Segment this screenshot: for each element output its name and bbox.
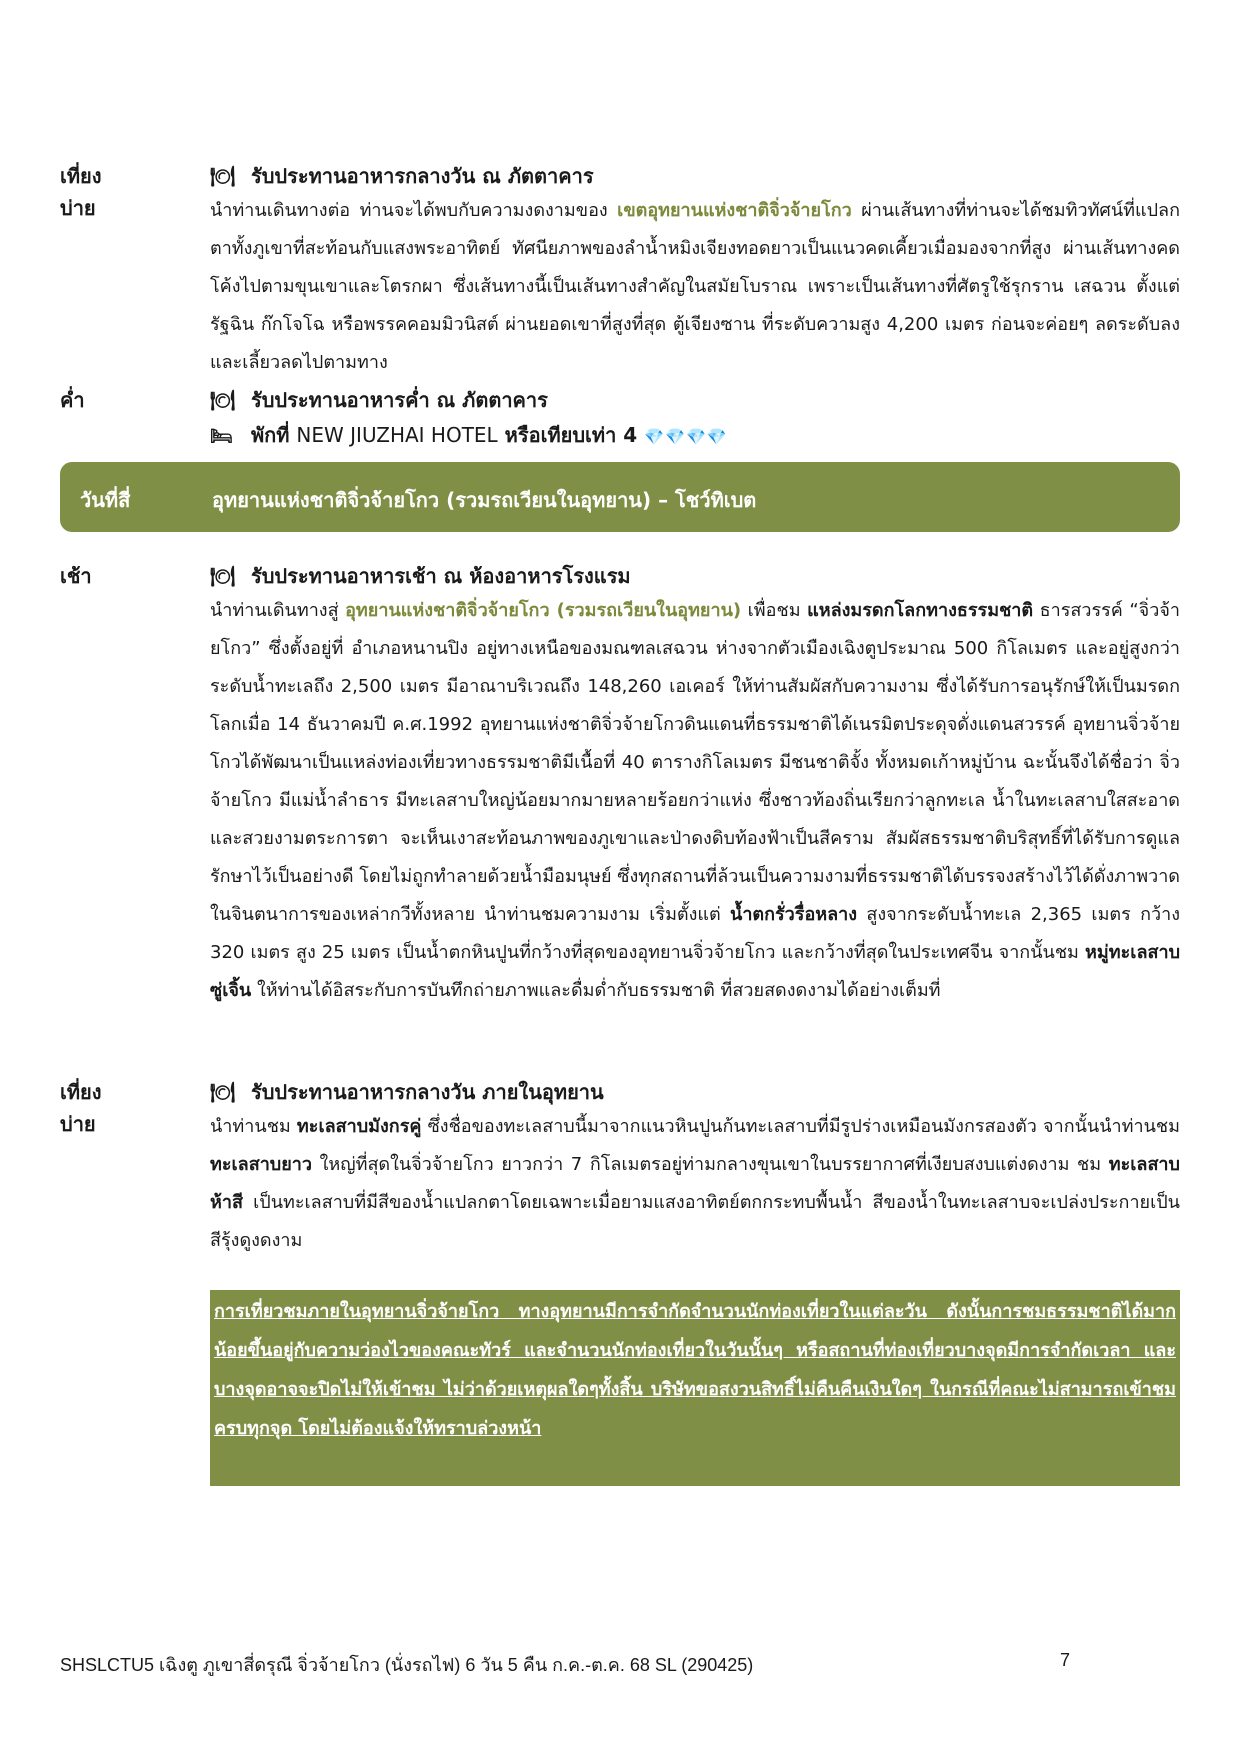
dinner-label: ค่ำ (60, 388, 85, 412)
lunch-text: รับประทานอาหารกลางวัน ภายในอุทยาน (250, 1080, 604, 1104)
day-title: อุทยานแห่งชาติจิ่วจ้ายโกว (รวมรถเวียนในอุทยาน) – โชว์ทิเบต (212, 488, 757, 512)
park-notice: การเที่ยวชมภายในอุทยานจิ่วจ้ายโกว ทางอุทยานมีการจำกัดจำนวนนักท่องเที่ยวในแต่ละวัน ดังนั้นการชมธรรมชาติได้มากน้อยขึ้นอยู่กับความว่องไวของคณะทัวร์ และจำนวนนักท่องเที่ยวในวันนั้นๆ หรือสถานที่ท่องเที่ยวบางจุดมีการจำกัดเวลา และบางจุดอาจจะปิดไม่ให้เข้าชม ไม่ว่าด้วยเหตุผลใดๆทั้งสิ้น บริษัทขอสงวนสิทธิ์ไม่คืนคืนเงินใดๆ ในกรณีที่คณะไม่สามารถเข้าชมครบทุกจุด โดยไม่ต้องแจ้งให้ทราบล่วงหน้า (210, 1290, 1180, 1486)
meal-icon: 🍽 (210, 1080, 236, 1104)
meal-icon: 🍽 (210, 564, 236, 588)
page-number: 7 (1059, 1650, 1070, 1670)
bed-icon: 🛏 (210, 426, 233, 447)
afternoon-row-1 (60, 192, 1180, 377)
morning-paragraph-row (60, 592, 1180, 1062)
hotel-or: หรือเทียบเท่า 4 (504, 423, 638, 447)
hotel-name: NEW JIUZHAI HOTEL (296, 423, 498, 447)
breakfast-text: รับประทานอาหารเช้า ณ ห้องอาหารโรงแรม (250, 564, 631, 588)
waterfall-name: น้ำตกรั่วรื่อหลาง (730, 904, 858, 925)
lunch-text: รับประทานอาหารกลางวัน ณ ภัตตาคาร (250, 164, 594, 188)
footer (60, 1650, 1070, 1679)
hotel-prefix: พักที่ (250, 423, 290, 447)
morning-label: เช้า (60, 564, 92, 588)
afternoon-row-2 (60, 1108, 1180, 1268)
lunch-label: เที่ยง (60, 1080, 102, 1104)
afternoon-label: บ่าย (60, 1112, 96, 1136)
meal-icon: 🍽 (210, 388, 236, 412)
footer-text: SHSLCTU5 เฉิงตู ภูเขาสี่ดรุณี จิ่วจ้ายโกว (นั่งรถไฟ) 6 วัน 5 คืน ก.ค.-ต.ค. 68 SL (290425) (60, 1655, 754, 1675)
park-highlight: อุทยานแห่งชาติจิ่วจ้ายโกว (รวมรถเวียนในอุทยาน) (345, 600, 742, 621)
dinner-text: รับประทานอาหารค่ำ ณ ภัตตาคาร (250, 388, 548, 412)
day-banner (60, 462, 1180, 532)
afternoon-paragraph: นำท่านเดินทางต่อ ท่านจะได้พบกับความงดงามของ เขตอุทยานแห่งชาติจิ่วจ้ายโกว ผ่านเส้นทางที่ท่านจะได้ชมทิวทัศน์ที่แปลกตาทั้งภูเขาที่สะท้อนกับแสงพระอาทิตย์ ทัศนียภาพของลำน้ำหมิงเจียงทอดยาวเป็นแนวคดเคี้ยวเมื่อมองจากที่สูง ผ่านเส้นทางคดโค้งไปตามขุนเขาและโตรกผา ซึ่งเส้นทางนี้เป็นเส้นทางสำคัญในสมัยโบราณ เพราะเป็นเส้นทางที่ศัตรูใช้รุกราน เสฉวน ตั้งแต่รัฐฉิน ก๊กโจโฉ หรือพรรคคอมมิวนิสต์ ผ่านยอดเขาที่สูงที่สุด ตู้เจียงซาน ที่ระดับความสูง 4,200 เมตร ก่อนจะค่อยๆ ลดระดับลง และเลี้ยวลดไปตามทาง (210, 200, 1180, 373)
day-label: วันที่สี่ (80, 488, 131, 512)
park-highlight: เขตอุทยานแห่งชาติจิ่วจ้ายโกว (617, 200, 852, 221)
diamond-icon: 💎💎💎💎 (644, 427, 728, 446)
morning-paragraph: นำท่านเดินทางสู่ อุทยานแห่งชาติจิ่วจ้ายโกว (รวมรถเวียนในอุทยาน) เพื่อชม แหล่งมรดกโลกทางธรรมชาติ ธารสวรรค์ “จิ่วจ้ายโกว” ซึ่งตั้งอยู่ที่ อำเภอหนานปิง อยู่ทางเหนือของมณฑลเสฉวน ห่างจากตัวเมืองเฉิงตูประมาณ 500 กิโลเมตร และอยู่สูงกว่าระดับน้ำทะเลถึง 2,500 เมตร มีอาณาบริเวณถึง 148,260 เอเคอร์ ให้ท่านสัมผัสกับความงาม ซึ่งได้รับการอนุรักษ์ให้เป็นมรดกโลกเมื่อ 14 ธันวาคมปี ค.ศ.1992 อุทยานแห่งชาติจิ่วจ้ายโกวดินแดนที่ธรรมชาติได้เนรมิตประดุจดั่งแดนสวรรค์ อุทยานจิ่วจ้ายโกวได้พัฒนาเป็นแหล่งท่องเที่ยวทางธรรมชาติมีเนื้อที่ 40 ตารางกิโลเมตร มีชนชาติจั้ง ทั้งหมดเก้าหมู่บ้าน ฉะนั้นจึงได้ชื่อว่า จิ่วจ้ายโกว มีแม่น้ำลำธาร มีทะเลสาบใหญ่น้อยมากมายหลายร้อยกว่าแห่ง ซึ่งชาวท้องถิ่นเรียกว่าลูกทะเล น้ำในทะเลสาบใสสะอาดและสวยงามตระการตา จะเห็นเงาสะท้อนภาพของภูเขาและป่าดงดิบท้องฟ้าเป็นสีคราม สัมผัสธรรมชาติบริสุทธิ์ที่ได้รับการดูแลรักษาไว้เป็นอย่างดี โดยไม่ถูกทำลายด้วยน้ำมือมนุษย์ ซึ่งทุกสถานที่ล้วนเป็นความงามที่ธรรมชาติได้บรรจงสร้างไว้ได้ดั่งภาพวาดในจินตนาการของเหล่ากวีทั้งหลาย นำท่านชมความงาม เริ่มตั้งแต่ น้ำตกรั่วรื่อหลาง สูงจากระดับน้ำทะเล 2,365 เมตร กว้าง 320 เมตร สูง 25 เมตร เป็นน้ำตกหินปูนที่กว้างที่สุดของอุทยานจิ่วจ้ายโกว และกว้างที่สุดในประเทศจีน จากนั้นชม หมู่ทะเลสาบซู่เจิ้น ให้ท่านได้อิสระกับการบันทึกถ่ายภาพและดื่มด่ำกับธรรมชาติ ที่สวยสดงดงามได้อย่างเต็มที่ (210, 600, 1180, 1001)
meal-icon: 🍽 (210, 164, 236, 188)
lunch-label: เที่ยง (60, 164, 102, 188)
lake-group-name: หมู่ทะเลสาบซู่เจิ้น (210, 942, 1180, 1001)
afternoon-paragraph: นำท่านชม ทะเลสาบมังกรคู่ ซึ่งชื่อของทะเลสาบนี้มาจากแนวหินปูนก้นทะเลสาบที่มีรูปร่างเหมือนมังกรสองตัว จากนั้นนำท่านชม ทะเลสาบยาว ใหญ่ที่สุดในจิ่วจ้ายโกว ยาวกว่า 7 กิโลเมตรอยู่ท่ามกลางขุนเขาในบรรยากาศที่เงียบสงบแต่งดงาม ชม ทะเลสาบห้าสี เป็นทะเลสาบที่มีสีของน้ำแปลกตาโดยเฉพาะเมื่อยามแสงอาทิตย์ตกกระทบพื้นน้ำ สีของน้ำในทะเลสาบจะเปล่งประกายเป็นสีรุ้งดูงดงาม (210, 1116, 1180, 1251)
afternoon-label: บ่าย (60, 196, 96, 220)
